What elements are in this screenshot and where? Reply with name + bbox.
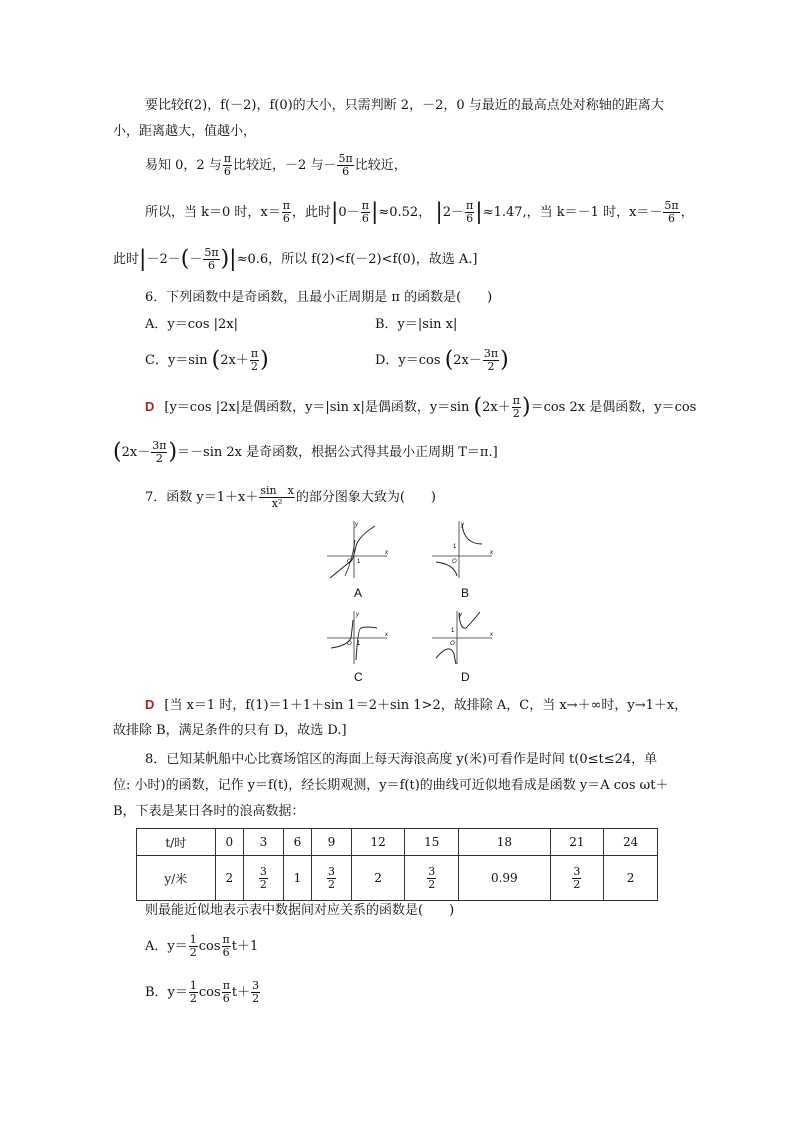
svg-text:O: O <box>452 559 457 565</box>
table-cell: 9 <box>312 829 352 856</box>
svg-text:1: 1 <box>453 544 457 550</box>
svg-text:x: x <box>490 550 493 556</box>
intro-line-5: 此时|－2－(－ $\frac{5\pi}{6}$ )|≈0.6，所以 f(2)<f(－2)<f(0)，故选 A.] <box>113 246 478 272</box>
svg-text:y: y <box>355 522 358 528</box>
svg-text:1: 1 <box>451 628 455 634</box>
table-cell: 0.99 <box>459 856 550 901</box>
svg-text:y: y <box>356 612 359 618</box>
table-cell: $\frac{3}{2}$ <box>312 856 352 901</box>
table-row <box>137 856 658 901</box>
fraction-pi-6: $\frac{\pi}{6}$ <box>223 152 232 178</box>
q8-line-4: 则最能近似地表示表中数据间对应关系的函数是( ) <box>145 903 455 918</box>
graph-c <box>325 608 395 668</box>
table-cell: 2 <box>604 856 658 901</box>
q7-explanation-2: 故排除 B，满足条件的只有 D，故选 D.] <box>113 723 347 738</box>
graph-b <box>430 518 500 580</box>
q7-stem: 7．函数 y＝1＋x＋ $\frac{\text{sin x}}{\text{x²}}$ 的部分图象大致为( ) <box>145 484 436 510</box>
q8-line-3: B，下表是某日各时的浪高数据： <box>113 804 305 819</box>
fraction-sinx-x2: $\frac{\text{sin x}}{\text{x²}}$ <box>260 484 294 510</box>
q8-line-2: 位: 小时)的函数，记作 y＝f(t)，经长期观测，y＝f(t)的曲线可近似地看成是函数 y＝A cos ωt＋ <box>113 778 669 793</box>
svg-text:1: 1 <box>357 641 361 647</box>
intro-line-3: 易知 0，2 与 $\frac{\pi}{6}$ 比较近，－2 与－ $\frac{5\pi}{6}$ 比较近， <box>145 152 407 178</box>
intro-line-1: 要比较f(2)，f(－2)，f(0)的大小，只需判断 2，－2，0 与最近的最高点处对称轴的距离大 <box>145 98 664 113</box>
graph-d <box>430 608 500 668</box>
graph-d-label: D <box>461 670 470 684</box>
svg-text:x: x <box>490 632 493 638</box>
table-cell: 1 <box>283 856 312 901</box>
q6-explanation-1: D [y＝cos |2x|是偶函数，y＝|sin x|是偶函数，y＝sin (2x＋ $\frac{\pi}{2}$ )＝cos 2x 是偶函数，y＝cos <box>145 394 697 420</box>
svg-text:x: x <box>385 632 388 638</box>
table-cell: 21 <box>550 829 604 856</box>
graph-c-label: C <box>354 670 363 684</box>
table-header-row <box>137 829 658 856</box>
svg-text:O: O <box>347 641 352 647</box>
q7-explanation-1: D [当 x＝1 时，f(1)＝1＋1＋sin 1＝2＋sin 1>2，故排除 A，C，当 x→＋∞时，y→1＋x， <box>145 697 688 713</box>
svg-text:1: 1 <box>357 559 361 565</box>
q6-explanation-2: (2x－ $\frac{3\pi}{2}$ )＝－sin 2x 是奇函数，根据公式得其最小正周期 T＝π.] <box>113 439 498 465</box>
table-cell: 2 <box>351 856 405 901</box>
table-cell: $\frac{3}{2}$ <box>244 856 284 901</box>
svg-text:x: x <box>385 550 388 556</box>
table-cell: 18 <box>459 829 550 856</box>
table-cell: 0 <box>215 829 244 856</box>
q6-stem: 6．下列函数中是奇函数，且最小正周期是 π 的函数是( ) <box>145 290 493 305</box>
intro-line-4: 所以，当 k＝0 时，x＝ $\frac{\pi}{6}$ ，此时|0－ $\frac{\pi}{6}$ |≈0.52， |2－ $\frac{\pi}{6}$ |≈1.47,，当 k＝－1 时，x＝－ $\frac{5\pi}{6}$ ， <box>145 199 694 225</box>
q6-option-b: B．y＝|sin x| <box>375 317 458 332</box>
table-cell: 3 <box>244 829 284 856</box>
table-cell: 15 <box>405 829 459 856</box>
svg-text:y: y <box>459 612 462 618</box>
graph-b-label: B <box>461 586 470 600</box>
svg-text:O: O <box>347 559 352 565</box>
q8-line-1: 8．已知某帆船中心比赛场馆区的海面上每天海浪高度 y(米)可看作是时间 t(0≤t≤24，单 <box>145 752 658 767</box>
wave-height-table <box>136 828 658 901</box>
q6-option-a: A．y＝cos |2x| <box>145 317 239 332</box>
q6-option-d: D．y＝cos (2x－ $\frac{3\pi}{2}$ ) <box>375 347 509 373</box>
q8-option-b: B．y＝ $\frac{1}{2}$ cos $\frac{\pi}{6}$ t＋ $\frac{3}{2}$ <box>145 979 260 1005</box>
table-cell: 2 <box>215 856 244 901</box>
table-cell: y/米 <box>137 856 216 901</box>
svg-text:y: y <box>461 522 464 528</box>
table-cell: 12 <box>351 829 405 856</box>
table-cell: t/时 <box>137 829 216 856</box>
q6-answer: D <box>145 399 155 414</box>
fraction-5pi-6: $\frac{5\pi}{6}$ <box>338 152 353 178</box>
table-cell: $\frac{3}{2}$ <box>550 856 604 901</box>
graph-a-label: A <box>354 586 363 600</box>
q6-option-c: C．y＝sin (2x＋ $\frac{\pi}{2}$ ) <box>145 347 269 373</box>
q7-answer: D <box>145 697 155 712</box>
intro-line-2: 小，距离越大，值越小， <box>113 124 257 139</box>
table-cell: 6 <box>283 829 312 856</box>
q8-option-a: A．y＝ $\frac{1}{2}$ cos $\frac{\pi}{6}$ t＋1 <box>145 933 259 959</box>
table-cell: 24 <box>604 829 658 856</box>
svg-text:O: O <box>450 641 455 647</box>
graph-a <box>325 518 395 580</box>
table-cell: $\frac{3}{2}$ <box>405 856 459 901</box>
